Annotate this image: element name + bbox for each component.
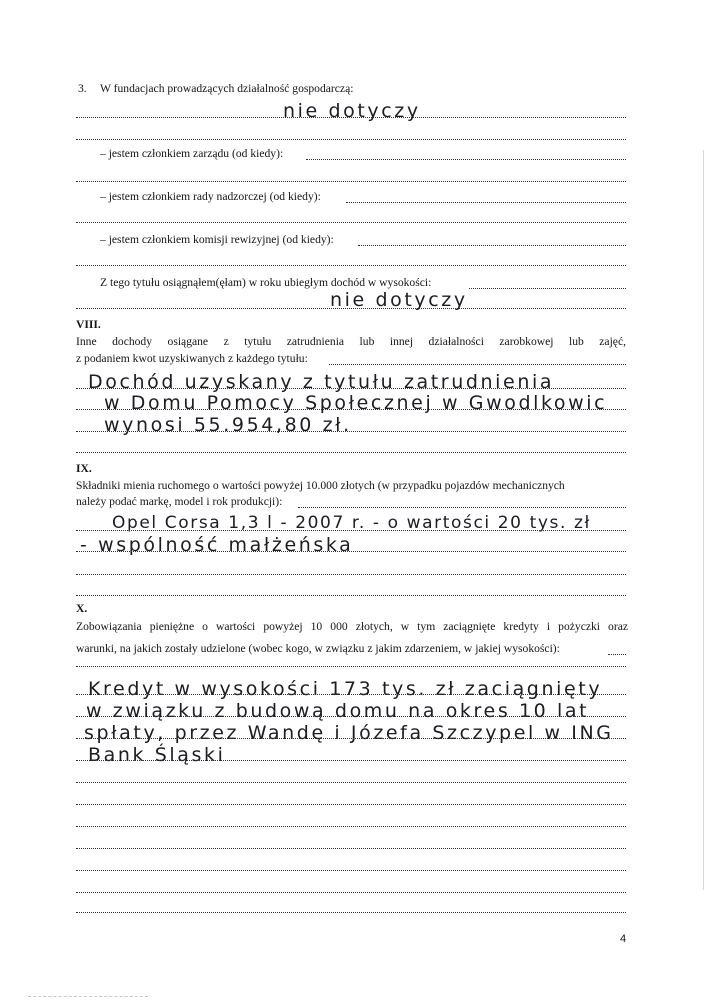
income-answer: nie dotyczy — [330, 289, 468, 311]
section9-line1: Składniki mienia ruchomego o wartości powyżej 10.000 złotych (w przypadku pojazdów mechanicznych — [76, 479, 565, 492]
dotted-line — [329, 364, 626, 365]
page-number: 4 — [620, 933, 627, 945]
dotted-line — [298, 507, 626, 508]
dotted-line — [76, 431, 626, 432]
section10-line1: Zobowiązania pieniężne o wartości powyżej 10 000 złotych, w tym zaciągnięte kredyty i pożyczki oraz — [76, 620, 628, 633]
scan-edge-dash — [28, 996, 148, 997]
section8-answer-line-2: w Domu Pomocy Społecznej w Gwodlkowic — [104, 392, 608, 414]
dotted-line — [76, 716, 626, 717]
section9-line2: należy podać markę, model i rok produkcji): — [76, 495, 283, 508]
dotted-line — [76, 222, 626, 223]
board-member-label: – jestem członkiem zarządu (od kiedy): — [100, 147, 284, 160]
supervisory-member-label: – jestem członkiem rady nadzorczej (od kiedy): — [100, 190, 321, 203]
section10-answer-line-2: w związku z budową domu na okres 10 lat — [86, 700, 590, 722]
dotted-line — [76, 139, 626, 140]
dotted-line — [76, 265, 626, 266]
dotted-line — [76, 848, 626, 849]
dotted-line — [76, 694, 626, 695]
dotted-line — [76, 912, 626, 913]
dotted-line — [76, 551, 626, 552]
section3-number: 3. — [78, 82, 87, 95]
section9-answer-line-2: - wspólność małżeńska — [80, 534, 354, 556]
section10-line2: warunki, na jakich zostały udzielone (wobec kogo, w związku z jakim zdarzeniem, w jakiej wysokości): — [76, 642, 560, 655]
dotted-line — [76, 388, 626, 389]
section9-answer-line-1: Opel Corsa 1,3 l - 2007 r. - o wartości 20 tys. zł — [112, 513, 591, 533]
section3-heading: W fundacjach prowadzących działalność gospodarczą: — [100, 82, 354, 95]
section8-answer-line-1: Dochód uzyskany z tytułu zatrudnienia — [88, 371, 555, 393]
section10-numeral: X. — [76, 602, 88, 615]
section10-answer-line-1: Kredyt w wysokości 173 tys. zł zaciągnięty — [88, 678, 603, 700]
dotted-line — [76, 666, 626, 667]
section8-answer-line-3: wynosi 55.954,80 zł. — [104, 414, 352, 436]
dotted-line — [76, 181, 626, 182]
dotted-line — [346, 202, 626, 203]
dotted-line — [76, 452, 626, 453]
dotted-line — [76, 892, 626, 893]
dotted-line — [76, 530, 626, 531]
dotted-line — [76, 595, 626, 596]
dotted-line — [76, 826, 626, 827]
dotted-line — [76, 804, 626, 805]
dotted-line — [76, 308, 626, 309]
section8-numeral: VIII. — [76, 318, 101, 331]
dotted-line — [76, 574, 626, 575]
section8-line1: Inne dochody osiągane z tytułu zatrudnienia lub innej działalności zarobkowej lub zajęć, — [76, 335, 626, 348]
dotted-line — [76, 760, 626, 761]
dotted-line — [608, 654, 626, 655]
section8-line2: z podaniem kwot uzyskiwanych z każdego tytułu: — [76, 352, 308, 365]
section3-answer: nie dotyczy — [283, 100, 421, 122]
dotted-line — [76, 117, 626, 118]
dotted-line — [469, 288, 626, 289]
dotted-line — [76, 870, 626, 871]
section10-answer-line-4: Bank Śląski — [88, 744, 226, 766]
audit-member-label: – jestem członkiem komisji rewizyjnej (od kiedy): — [100, 233, 334, 246]
income-label: Z tego tytułu osiągnąłem(ęłam) w roku ubiegłym dochód w wysokości: — [100, 276, 432, 289]
dotted-line — [358, 245, 626, 246]
dotted-line — [306, 159, 626, 160]
section10-answer-line-3: spłaty, przez Wandę i Józefa Szczypel w ING — [84, 722, 614, 744]
scan-edge-line — [703, 150, 704, 890]
dotted-line — [76, 738, 626, 739]
section9-numeral: IX. — [76, 462, 92, 475]
dotted-line — [76, 782, 626, 783]
dotted-line — [76, 409, 626, 410]
